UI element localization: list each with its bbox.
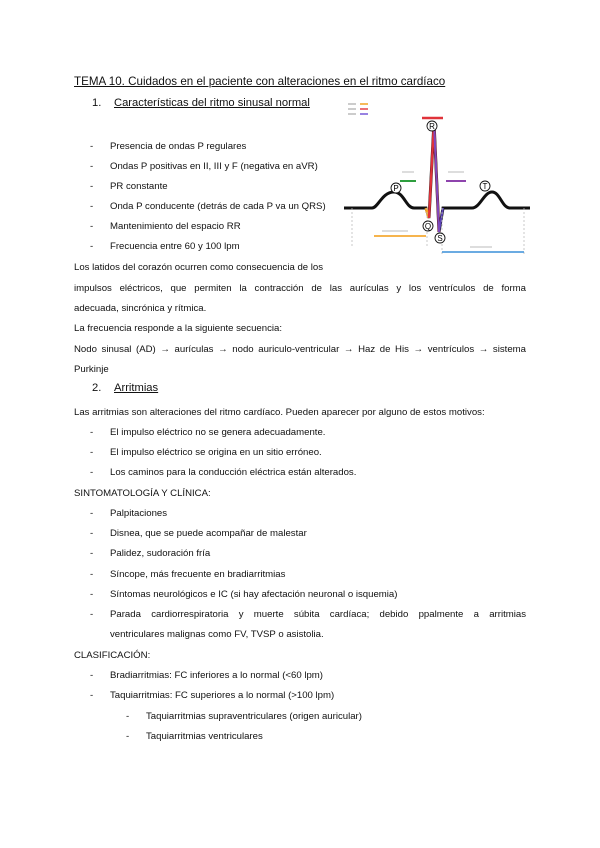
section1-number: 1. (92, 97, 102, 109)
document-page: TEMA 10. Cuidados en el paciente con alteraciones en el ritmo cardíaco 1. Características del ritmo sinusal normal - Presencia de ondas P regulares - Ondas P positivas en II, III y F (negativa en aVR) - PR constante - Onda P conducente (detrás de cada P va un QRS) - Mantenimiento del espacio RR - Frecuencia entre 60 y 100 lpm R P T Q S Los latidos del corazón ocurren como consecuencia de los impulsos eléctricos, que permiten la contracción de las aurículas y los ventrículos de forma adecuada, sincrónica y rítmica. La frecuencia responde a la siguiente secuencia: Nodo sinusal (AD) → aurículas → nodo auriculo-ventricular → Haz de His → ventrículos → sistema Purkinje 2. Arritmias Las arritmias son alteraciones del ritmo cardíaco. Pueden aparecer por alguno de estos motivos: - El impulso eléctrico no se genera adecuadamente. - El impulso eléctrico se origina en un sitio erróneo. - Los caminos para la conducción eléctrica están alterados. SINTOMATOLOGÍA Y CLÍNICA: - Palpitaciones - Disnea, que se puede acompañar de malestar - Palidez, sudoración fría - Síncope, más frecuente en bradiarritmias - Síntomas neurológicos e IC (si hay afectación neuronal o isquemia) - Parada cardiorrespiratoria y muerte súbita cardíaca; debido ppalmente a arritmias ventriculares malignas como FV, TVSP o asistolia. CLASIFICACIÓN: - Bradiarritmias: FC inferiores a lo normal (<60 lpm) - Taquiarritmias: FC superiores a lo normal (>100 lpm) - Taquiarritmias supraventriculares (origen auricular) - Taquiarritmias ventriculares (0, 0, 600, 848)
paragraph-line: La frecuencia responde a la siguiente secuencia: (74, 323, 283, 334)
sequence-line: Nodo sinusal (AD) → aurículas → nodo auriculo-ventricular → Haz de His → ventrículos → sistema (74, 344, 526, 355)
section1-heading (92, 97, 310, 109)
ecg-diagram (342, 96, 532, 262)
r-label: R (429, 122, 435, 131)
sequence-line: Purkinje (74, 364, 109, 375)
s-label: S (437, 234, 443, 243)
classification-heading: CLASIFICACIÓN: (74, 650, 151, 661)
q-label: Q (424, 222, 432, 231)
section1-heading-text: Características del ritmo sinusal normal (114, 97, 310, 109)
t-label: T (482, 182, 488, 191)
p-label: P (393, 184, 399, 193)
section2-heading-text: Arritmias (114, 382, 159, 394)
paragraph-line: adecuada, sincrónica y rítmica. (74, 303, 207, 314)
paragraph-line: impulsos eléctricos, que permiten la contracción de las aurículas y los ventrículos de forma (74, 283, 526, 294)
section2-heading (92, 382, 158, 394)
section2-number: 2. (92, 382, 102, 394)
paragraph-line: Los latidos del corazón ocurren como consecuencia de los (74, 262, 324, 273)
paragraph-line: Las arritmias son alteraciones del ritmo cardíaco. Pueden aparecer por alguno de estos motivos: (74, 407, 485, 418)
symptoms-heading: SINTOMATOLOGÍA Y CLÍNICA: (74, 488, 211, 499)
list-item-continuation: ventriculares malignas como FV, TVSP o asistolia. (110, 629, 324, 640)
page-title: TEMA 10. Cuidados en el paciente con alteraciones en el ritmo cardíaco (74, 75, 446, 88)
